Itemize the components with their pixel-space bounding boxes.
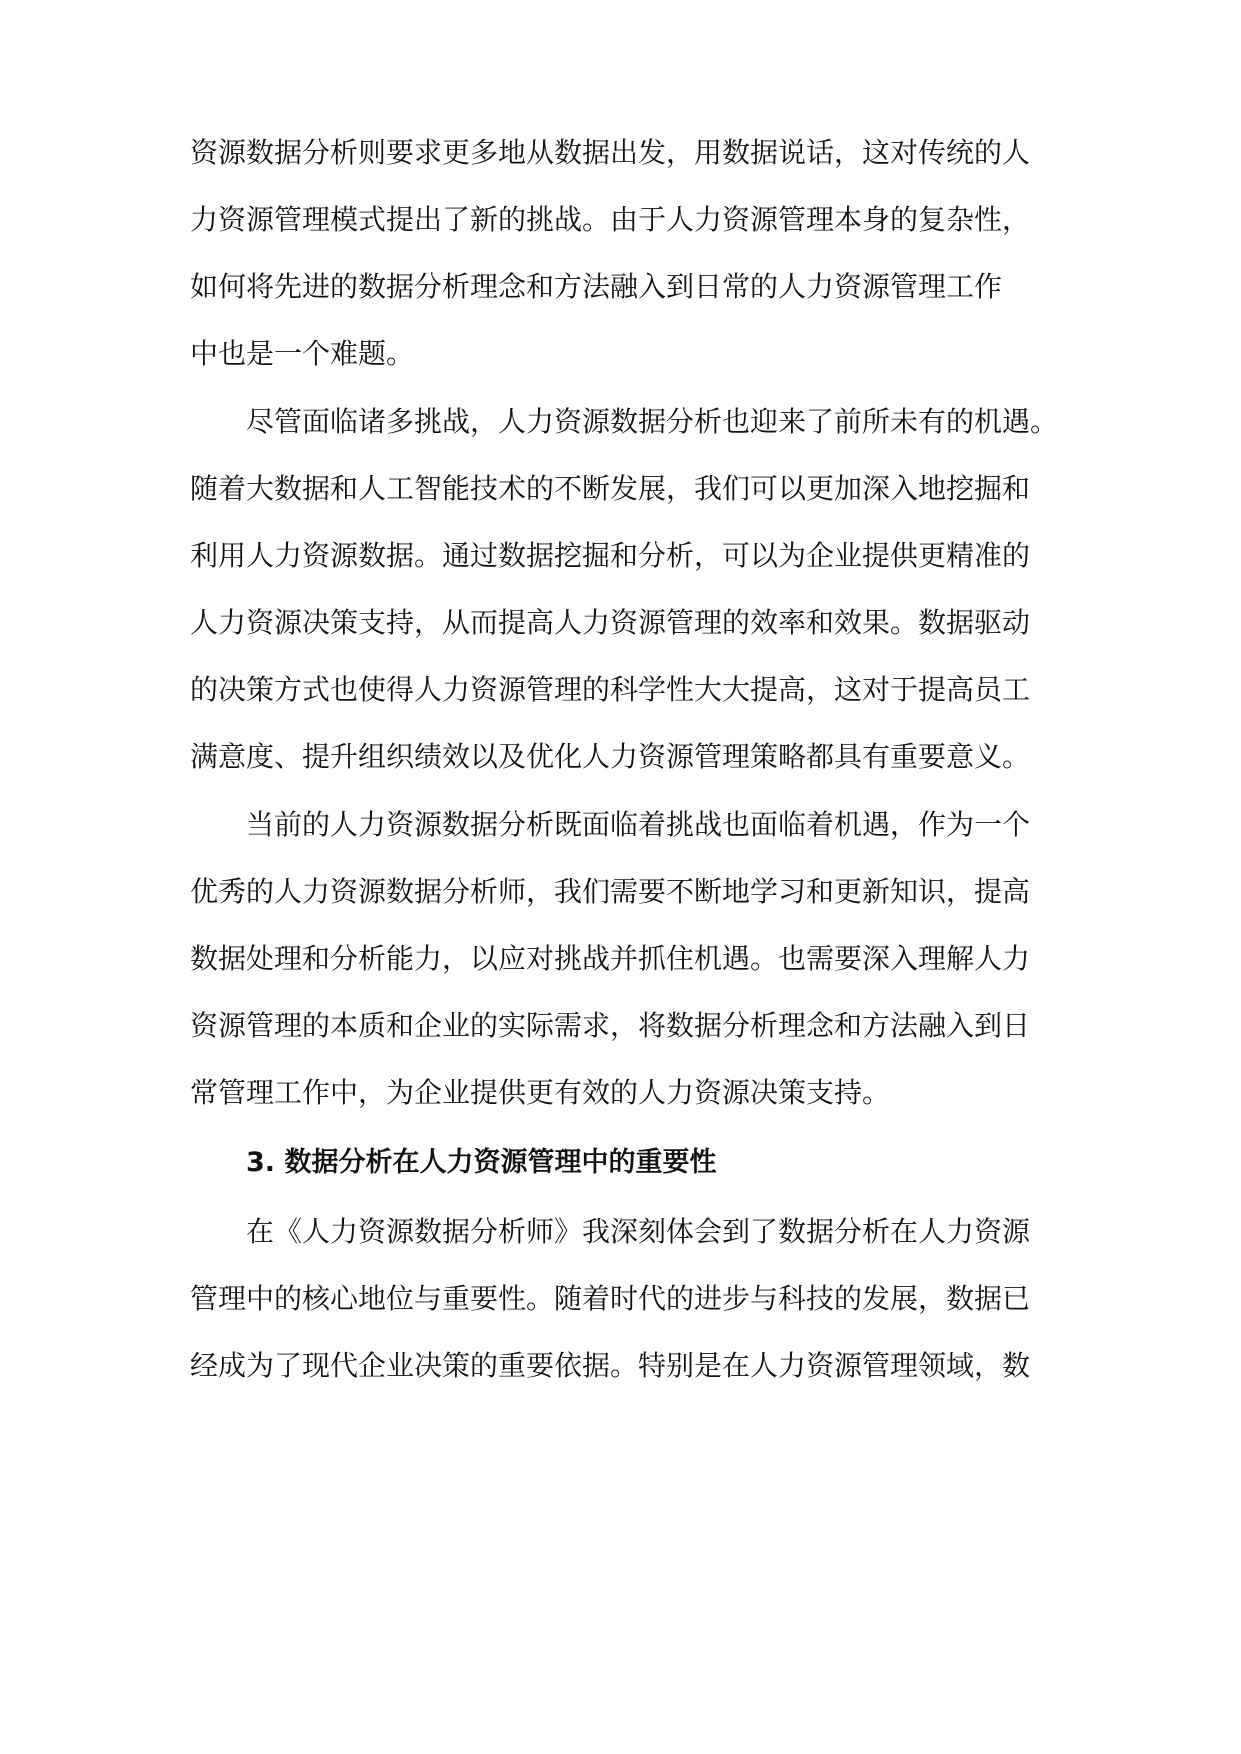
text-line: 常管理工作中，为企业提供更有效的人力资源决策支持。 xyxy=(190,1076,891,1109)
text-line: 经成为了现代企业决策的重要依据。特别是在人力资源管理领域，数 xyxy=(190,1349,1031,1382)
text-line: 随着大数据和人工智能技术的不断发展，我们可以更加深入地挖掘和 xyxy=(190,472,1031,505)
text-line: 的决策方式也使得人力资源管理的科学性大大提高，这对于提高员工 xyxy=(190,673,1031,706)
text-line: 资源管理的本质和企业的实际需求，将数据分析理念和方法融入到日 xyxy=(190,1009,1031,1042)
text-line: 资源数据分析则要求更多地从数据出发，用数据说话，这对传统的人 xyxy=(190,136,1031,169)
paragraph-first-line: 当前的人力资源数据分析既面临着挑战也面临着机遇，作为一个 xyxy=(246,808,1031,841)
text-line: 满意度、提升组织绩效以及优化人力资源管理策略都具有重要意义。 xyxy=(190,740,1031,773)
paragraph-first-line: 尽管面临诸多挑战，人力资源数据分析也迎来了前所未有的机遇。 xyxy=(246,405,1059,438)
section-heading: 3. 数据分析在人力资源管理中的重要性 xyxy=(246,1147,717,1178)
paragraph-first-line: 在《人力资源数据分析师》我深刻体会到了数据分析在人力资源 xyxy=(246,1215,1031,1248)
text-line: 力资源管理模式提出了新的挑战。由于人力资源管理本身的复杂性， xyxy=(190,203,1031,236)
text-line: 优秀的人力资源数据分析师，我们需要不断地学习和更新知识，提高 xyxy=(190,875,1031,908)
text-line: 数据处理和分析能力，以应对挑战并抓住机遇。也需要深入理解人力 xyxy=(190,942,1031,975)
text-line: 如何将先进的数据分析理念和方法融入到日常的人力资源管理工作 xyxy=(190,270,1003,303)
text-line: 利用人力资源数据。通过数据挖掘和分析，可以为企业提供更精准的 xyxy=(190,539,1031,572)
text-line: 人力资源决策支持，从而提高人力资源管理的效率和效果。数据驱动 xyxy=(190,606,1031,639)
text-line: 管理中的核心地位与重要性。随着时代的进步与科技的发展，数据已 xyxy=(190,1282,1031,1315)
text-line: 中也是一个难题。 xyxy=(190,337,415,370)
